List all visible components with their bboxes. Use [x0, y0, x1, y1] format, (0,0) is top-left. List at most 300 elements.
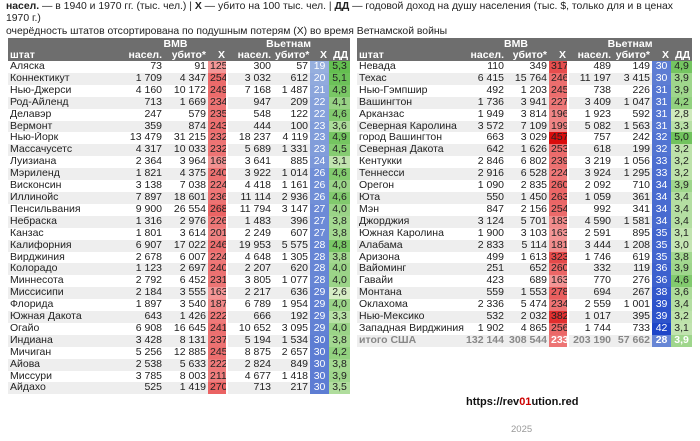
ww2-x-cell: 270 — [210, 382, 228, 394]
ww2-killed-cell: 10 172 — [173, 84, 206, 96]
ww2-x-cell: 239 — [551, 156, 569, 168]
ww2-pop-cell: 1 316 — [124, 216, 164, 228]
vn-x-cell: 26 — [310, 192, 329, 204]
total-ww2-pop-cell: 132 144 — [464, 335, 506, 347]
ww2-killed-cell: 7 038 — [179, 180, 206, 192]
legend-key-pop: насел. — [6, 1, 40, 12]
ww2-killed-cell: 6 452 — [179, 275, 206, 287]
state-cell: Небраска — [8, 216, 124, 228]
vn-killed-cell: 1 581 — [613, 216, 652, 228]
dd-cell: 3,9 — [671, 180, 692, 192]
dd-cell: 4,8 — [329, 85, 350, 97]
state-cell: Вайоминг — [357, 263, 464, 275]
table-row — [357, 299, 692, 311]
sort-note: очерёдность штатов отсортирована по подушным потерям (Х) во время Ветнамской войны — [6, 25, 448, 37]
vn-x-cell: 26 — [310, 168, 329, 180]
table-row — [8, 382, 350, 394]
legend-line — [6, 1, 696, 26]
vn-x-cell: 29 — [310, 299, 329, 311]
table-row — [357, 252, 692, 264]
dd-cell: 3,1 — [329, 156, 350, 168]
ww2-killed-cell: 2 697 — [164, 263, 208, 275]
dd-cell: 3,5 — [329, 382, 350, 394]
table-row — [357, 85, 692, 97]
ww2-x-cell: 249 — [210, 84, 228, 96]
total-dd-cell: 3,9 — [671, 335, 692, 347]
state-cell: Род-Айленд — [8, 97, 124, 109]
dd-cell: 3,4 — [671, 192, 692, 204]
ww2-killed-cell: 4 347 — [164, 73, 208, 85]
table-row — [8, 335, 350, 347]
state-cell: Южная Дакота — [8, 311, 124, 323]
ww2-pop-cell: 7 897 — [124, 192, 164, 204]
state-cell: Мэриленд — [8, 168, 124, 180]
ww2-pop-cell: 3 572 — [464, 121, 506, 133]
vn-killed-cell: 1 001 — [623, 299, 651, 311]
header-ww2: ВМВ — [464, 38, 568, 50]
dd-cell: 5,3 — [329, 61, 350, 73]
table-row — [8, 132, 350, 144]
state-cell: Южная Каролина — [359, 227, 444, 239]
ww2-killed-cell: 6 802 — [520, 156, 547, 168]
ww2-killed-cell: 1 613 — [520, 251, 547, 263]
vn-x-cell: 34 — [652, 204, 671, 216]
vn-killed-cell: 895 — [632, 227, 651, 239]
vn-pop-cell: 5 689 — [227, 144, 273, 156]
table-row — [357, 275, 692, 287]
table-row — [357, 216, 692, 228]
vn-x-cell: 35 — [652, 228, 671, 240]
ww2-killed-cell: 6 528 — [506, 168, 549, 180]
state-cell: Юта — [357, 192, 464, 204]
state-cell: Нью-Гэмпшир — [359, 84, 428, 96]
vn-killed-cell: 395 — [613, 311, 652, 323]
ww2-pop-cell: 6 415 — [464, 73, 506, 85]
ww2-killed-cell: 5 701 — [506, 216, 549, 228]
vn-killed-cell: 2 657 — [281, 346, 309, 358]
ww2-pop-cell: 247 — [144, 108, 162, 120]
ww2-killed-cell: 1 426 — [164, 311, 208, 323]
vn-pop-cell: 4 590 — [568, 216, 613, 228]
ww2-x-cell: 253 — [551, 144, 569, 156]
vn-killed-cell: 1 077 — [281, 275, 309, 287]
ww2-killed-cell: 6 007 — [179, 251, 206, 263]
ww2-killed-cell: 26 554 — [173, 203, 206, 215]
dd-cell: 4,9 — [671, 61, 692, 73]
table-row — [8, 156, 350, 168]
dd-cell: 3,2 — [671, 144, 692, 156]
table-row — [357, 109, 692, 121]
ww2-killed-cell: 1 669 — [164, 97, 208, 109]
ww2-x-cell: 183 — [551, 215, 569, 227]
vn-x-cell: 30 — [310, 359, 329, 371]
vn-killed-cell: 619 — [632, 251, 651, 263]
state-cell: Айова — [8, 359, 124, 371]
dd-cell: 5,0 — [671, 132, 692, 144]
header-state: штат — [357, 50, 464, 61]
table-row — [8, 73, 350, 85]
table-row — [8, 85, 350, 97]
state-cell: Алабама — [357, 240, 464, 252]
ww2-pop-cell: 9 900 — [135, 203, 162, 215]
table-row — [8, 263, 350, 275]
total-vn-x-cell: 28 — [652, 335, 671, 347]
ww2-killed-cell: 1 419 — [164, 382, 208, 394]
dd-cell: 4,2 — [329, 347, 350, 359]
table-row — [357, 323, 692, 335]
ww2-x-cell: 222 — [210, 311, 228, 323]
dd-cell: 3,9 — [671, 73, 692, 85]
state-cell: Миннесота — [10, 275, 64, 287]
ww2-x-cell: 187 — [210, 299, 228, 311]
ww2-killed-cell: 3 540 — [179, 299, 206, 311]
dd-cell: 4,0 — [329, 180, 350, 192]
ww2-x-cell: 235 — [210, 108, 228, 120]
ww2-pop-cell: 642 — [464, 144, 506, 156]
vn-killed-cell: 592 — [632, 108, 651, 120]
vn-x-cell: 22 — [310, 109, 329, 121]
ww2-x-cell: 268 — [210, 203, 228, 215]
vn-pop-cell: 4 418 — [227, 180, 273, 192]
ww2-x-cell: 237 — [210, 334, 228, 346]
ww2-killed-cell: 2 976 — [164, 216, 208, 228]
header-pop: насел. — [464, 50, 506, 61]
state-cell: Северная Каролина — [357, 121, 464, 133]
state-cell: город Вашингтон — [359, 132, 443, 144]
table-row — [357, 132, 692, 144]
ww2-pop-cell: 3 785 — [135, 370, 162, 382]
vn-pop-cell: 548 — [227, 109, 273, 121]
dd-cell: 3,4 — [671, 204, 692, 216]
right-table — [357, 38, 692, 347]
ww2-killed-cell: 3 029 — [520, 132, 547, 144]
ww2-x-cell: 222 — [210, 358, 228, 370]
header-x: Х — [208, 50, 227, 61]
ww2-pop-cell: 2 678 — [135, 251, 162, 263]
vn-pop-cell: 3 219 — [568, 156, 613, 168]
state-cell: Канзас — [10, 227, 44, 239]
vn-pop-cell: 947 — [227, 97, 273, 109]
ww2-pop-cell: 1 949 — [477, 108, 504, 120]
vn-killed-cell: 733 — [632, 322, 651, 334]
ww2-pop-cell: 4 160 — [135, 84, 162, 96]
state-cell: Мичиган — [10, 346, 52, 358]
vn-x-cell: 39 — [652, 311, 671, 323]
table-row — [8, 97, 350, 109]
state-cell: Делавэр — [10, 108, 52, 120]
vn-killed-cell: 276 — [632, 275, 651, 287]
vn-pop-cell: 489 — [568, 61, 613, 73]
vn-killed-cell: 199 — [613, 144, 652, 156]
ww2-x-cell: 263 — [551, 191, 569, 203]
total-vn-pop-cell: 203 190 — [568, 335, 613, 347]
vn-killed-cell: 57 — [296, 61, 309, 72]
vn-killed-cell: 4 119 — [282, 132, 309, 144]
table-row — [357, 61, 692, 73]
legend-text-dd: — годовой доход на душу населения (тыс. $, только для и в ценах 1970 г.) — [6, 1, 673, 25]
dd-cell: 2,6 — [329, 287, 350, 299]
table-row — [8, 311, 350, 323]
source-url[interactable] — [466, 396, 579, 408]
dd-cell: 4,8 — [329, 240, 350, 252]
ww2-x-cell: 236 — [210, 191, 228, 203]
ww2-x-cell: 278 — [551, 287, 569, 299]
dd-cell: 4,6 — [329, 192, 350, 204]
ww2-pop-cell: 3 138 — [135, 180, 162, 192]
vn-x-cell: 27 — [310, 216, 329, 228]
state-cell: Массачусетс — [8, 144, 124, 156]
state-cell: Гавайи — [359, 275, 393, 287]
ww2-killed-cell: 3 814 — [520, 108, 547, 120]
vn-x-cell: 34 — [652, 192, 671, 204]
vn-killed-cell: 3 415 — [613, 73, 652, 85]
ww2-pop-cell: 423 — [486, 275, 504, 287]
vn-pop-cell: 3 409 — [568, 97, 613, 109]
ww2-x-cell: 196 — [551, 108, 569, 120]
ww2-pop-cell: 532 — [464, 311, 506, 323]
vn-pop-cell: 2 559 — [568, 299, 613, 311]
vn-killed-cell: 612 — [273, 73, 310, 85]
table-row — [357, 180, 692, 192]
dd-cell: 4,0 — [329, 323, 350, 335]
ww2-pop-cell: 73 — [150, 61, 162, 72]
table-row — [8, 371, 350, 383]
ww2-killed-cell: 4 375 — [164, 168, 208, 180]
state-cell: Монтана — [357, 287, 464, 299]
state-cell: Калифорния — [8, 240, 124, 252]
vn-x-cell: 30 — [310, 371, 329, 383]
state-cell: Луизиана — [10, 156, 57, 168]
vn-x-cell: 32 — [652, 144, 671, 156]
table-row — [8, 240, 350, 252]
ww2-pop-cell: 3 124 — [464, 216, 506, 228]
vn-killed-cell: 5 575 — [273, 240, 310, 252]
header-x: Х — [310, 50, 329, 61]
dd-cell: 4,9 — [329, 132, 350, 144]
dd-cell: 3,2 — [671, 156, 692, 168]
url-part: ution.red — [531, 396, 579, 408]
ww2-x-cell: 234 — [551, 299, 569, 311]
vn-killed-cell: 620 — [273, 263, 310, 275]
dd-cell: 3,6 — [329, 121, 350, 133]
ww2-pop-cell: 2 833 — [464, 240, 506, 252]
header-killed: убито* — [275, 50, 310, 61]
dd-cell: 3,9 — [671, 85, 692, 97]
ww2-killed-cell: 349 — [529, 61, 547, 72]
left-table — [8, 38, 350, 394]
dd-cell: 4,0 — [329, 299, 350, 311]
vn-x-cell: 30 — [310, 347, 329, 359]
ww2-pop-cell: 2 538 — [124, 359, 164, 371]
vn-killed-cell: 1 047 — [613, 97, 652, 109]
ww2-killed-cell: 652 — [506, 263, 549, 275]
ww2-x-cell: 232 — [210, 144, 228, 156]
dd-cell: 3,2 — [671, 168, 692, 180]
state-cell: Вермонт — [8, 121, 124, 133]
vn-pop-cell: 4 648 — [227, 252, 273, 264]
ww2-killed-cell: 2 156 — [520, 203, 547, 215]
ww2-pop-cell: 110 — [487, 61, 504, 72]
ww2-pop-cell: 1 090 — [477, 180, 504, 192]
vn-pop-cell: 770 — [568, 275, 613, 287]
dd-cell: 3,6 — [671, 287, 692, 299]
vn-x-cell: 33 — [652, 168, 671, 180]
ww2-pop-cell: 1 709 — [124, 73, 164, 85]
vn-pop-cell: 8 875 — [227, 347, 273, 359]
table-row — [8, 347, 350, 359]
vn-pop-cell: 3 444 — [568, 240, 613, 252]
dd-cell: 3,8 — [329, 335, 350, 347]
state-cell: Западная Вирджиния — [359, 322, 464, 334]
header-state: штат — [8, 50, 124, 61]
vn-x-cell: 31 — [652, 97, 671, 109]
vn-x-cell: 33 — [652, 156, 671, 168]
vn-pop-cell: 11 114 — [227, 192, 273, 204]
state-cell: Вашингтон — [357, 97, 464, 109]
ww2-x-cell: 224 — [210, 251, 228, 263]
ww2-killed-cell: 1 626 — [506, 144, 549, 156]
ww2-pop-cell: 643 — [124, 311, 164, 323]
table-row — [357, 73, 692, 85]
dd-cell: 4,6 — [329, 168, 350, 180]
header-killed: убито* — [506, 50, 549, 61]
vn-x-cell: 31 — [652, 121, 671, 133]
legend-text-pop: — в 1940 и 1970 гг. (тыс. чел.) | — [39, 1, 195, 12]
table-row — [357, 156, 692, 168]
ww2-x-cell: 246 — [210, 239, 228, 251]
dd-cell: 3,2 — [671, 311, 692, 323]
total-ww2-killed-cell: 308 544 — [506, 335, 549, 347]
vn-killed-cell: 1 331 — [273, 144, 310, 156]
ww2-pop-cell: 492 — [486, 84, 504, 96]
vn-killed-cell: 119 — [613, 263, 652, 275]
ww2-pop-cell: 1 900 — [477, 227, 504, 239]
header-ww2: ВМВ — [124, 38, 227, 50]
dd-cell: 3,1 — [671, 323, 692, 335]
ww2-x-cell: 246 — [551, 72, 569, 84]
vn-x-cell: 29 — [310, 311, 329, 323]
dd-cell: 4,5 — [329, 144, 350, 156]
legend-key-x: Х — [194, 1, 202, 12]
vn-killed-cell: 267 — [613, 287, 652, 299]
table-row — [357, 121, 692, 133]
state-cell: Иллинойс — [8, 192, 124, 204]
ww2-pop-cell: 1 736 — [464, 97, 506, 109]
state-cell: Нью-Йорк — [10, 132, 59, 144]
vn-x-cell: 20 — [310, 73, 329, 85]
header-pop: насел. — [227, 50, 273, 61]
total-state-cell: итого США — [357, 335, 464, 347]
ww2-pop-cell: 1 821 — [124, 168, 164, 180]
table-row — [357, 192, 692, 204]
dd-cell: 3,9 — [329, 371, 350, 383]
state-cell: Кентукки — [359, 156, 402, 168]
header-vietnam: Вьетнам — [568, 38, 692, 50]
state-cell: Миссисипи — [8, 287, 124, 299]
dd-cell: 3,8 — [329, 228, 350, 240]
vn-killed-cell: 1 014 — [273, 168, 310, 180]
vn-x-cell: 42 — [652, 323, 671, 335]
vn-x-cell: 35 — [652, 252, 671, 264]
ww2-x-cell: 240 — [210, 263, 228, 275]
ww2-pop-cell: 3 428 — [124, 335, 164, 347]
vn-x-cell: 34 — [652, 180, 671, 192]
dd-cell: 3,1 — [671, 228, 692, 240]
vn-x-cell: 30 — [310, 335, 329, 347]
vn-x-cell: 35 — [652, 240, 671, 252]
dd-cell: 4,2 — [671, 97, 692, 109]
vn-x-cell: 38 — [652, 287, 671, 299]
vn-killed-cell: 122 — [290, 108, 309, 120]
ww2-killed-cell: 2 835 — [520, 180, 547, 192]
table-row — [357, 144, 692, 156]
table-row — [8, 275, 350, 287]
table-row — [8, 299, 350, 311]
ww2-x-cell: 241 — [210, 322, 228, 334]
ww2-pop-cell: 6 908 — [135, 322, 162, 334]
dd-cell: 4,1 — [329, 97, 350, 109]
state-cell: Аризона — [359, 251, 400, 263]
ww2-pop-cell: 499 — [486, 251, 504, 263]
year-label: 2025 — [511, 424, 533, 435]
dd-cell: 3,9 — [671, 263, 692, 275]
ww2-x-cell: 168 — [210, 156, 228, 168]
header-x: Х — [652, 50, 671, 61]
state-cell: Огайо — [10, 322, 40, 334]
vn-x-cell: 21 — [310, 85, 329, 97]
dd-cell: 4,6 — [329, 109, 350, 121]
ww2-killed-cell: 91 — [194, 61, 206, 72]
ww2-x-cell: 254 — [551, 203, 569, 215]
vn-pop-cell: 757 — [568, 132, 613, 144]
ww2-x-cell: 256 — [551, 322, 569, 334]
vn-pop-cell: 18 237 — [227, 132, 273, 144]
vn-pop-cell: 738 — [568, 85, 613, 97]
vn-killed-cell: 1 534 — [273, 335, 310, 347]
vn-pop-cell: 6 789 — [227, 299, 273, 311]
state-cell: Теннесси — [357, 168, 464, 180]
ww2-x-cell: 226 — [210, 215, 228, 227]
state-cell: Оклахома — [359, 299, 408, 311]
vn-x-cell: 30 — [652, 73, 671, 85]
vn-killed-cell: 217 — [273, 382, 310, 394]
ww2-x-cell: 125 — [210, 61, 228, 72]
vn-pop-cell: 1 017 — [568, 311, 613, 323]
table-row — [8, 359, 350, 371]
state-cell: Невада — [359, 61, 396, 72]
vn-killed-cell: 1 563 — [613, 121, 652, 133]
ww2-killed-cell: 17 022 — [164, 240, 208, 252]
ww2-x-cell: 163 — [551, 227, 569, 239]
vn-pop-cell: 444 — [227, 121, 273, 133]
vn-x-cell: 27 — [310, 204, 329, 216]
header-vietnam: Вьетнам — [227, 38, 350, 50]
vn-pop-cell: 2 824 — [227, 359, 273, 371]
ww2-killed-cell: 689 — [529, 275, 547, 287]
vn-x-cell: 31 — [652, 85, 671, 97]
dd-cell: 4,0 — [329, 263, 350, 275]
header-dd: ДД — [329, 50, 350, 61]
ww2-x-cell: 232 — [210, 132, 228, 144]
table-row — [357, 97, 692, 109]
table-row — [8, 61, 350, 73]
ww2-x-cell: 163 — [210, 287, 228, 299]
dd-cell: 3,4 — [671, 299, 692, 311]
ww2-x-cell: 201 — [210, 227, 228, 239]
vn-pop-cell: 1 059 — [568, 192, 613, 204]
ww2-killed-cell: 3 964 — [179, 156, 206, 168]
ww2-killed-cell: 874 — [164, 121, 208, 133]
